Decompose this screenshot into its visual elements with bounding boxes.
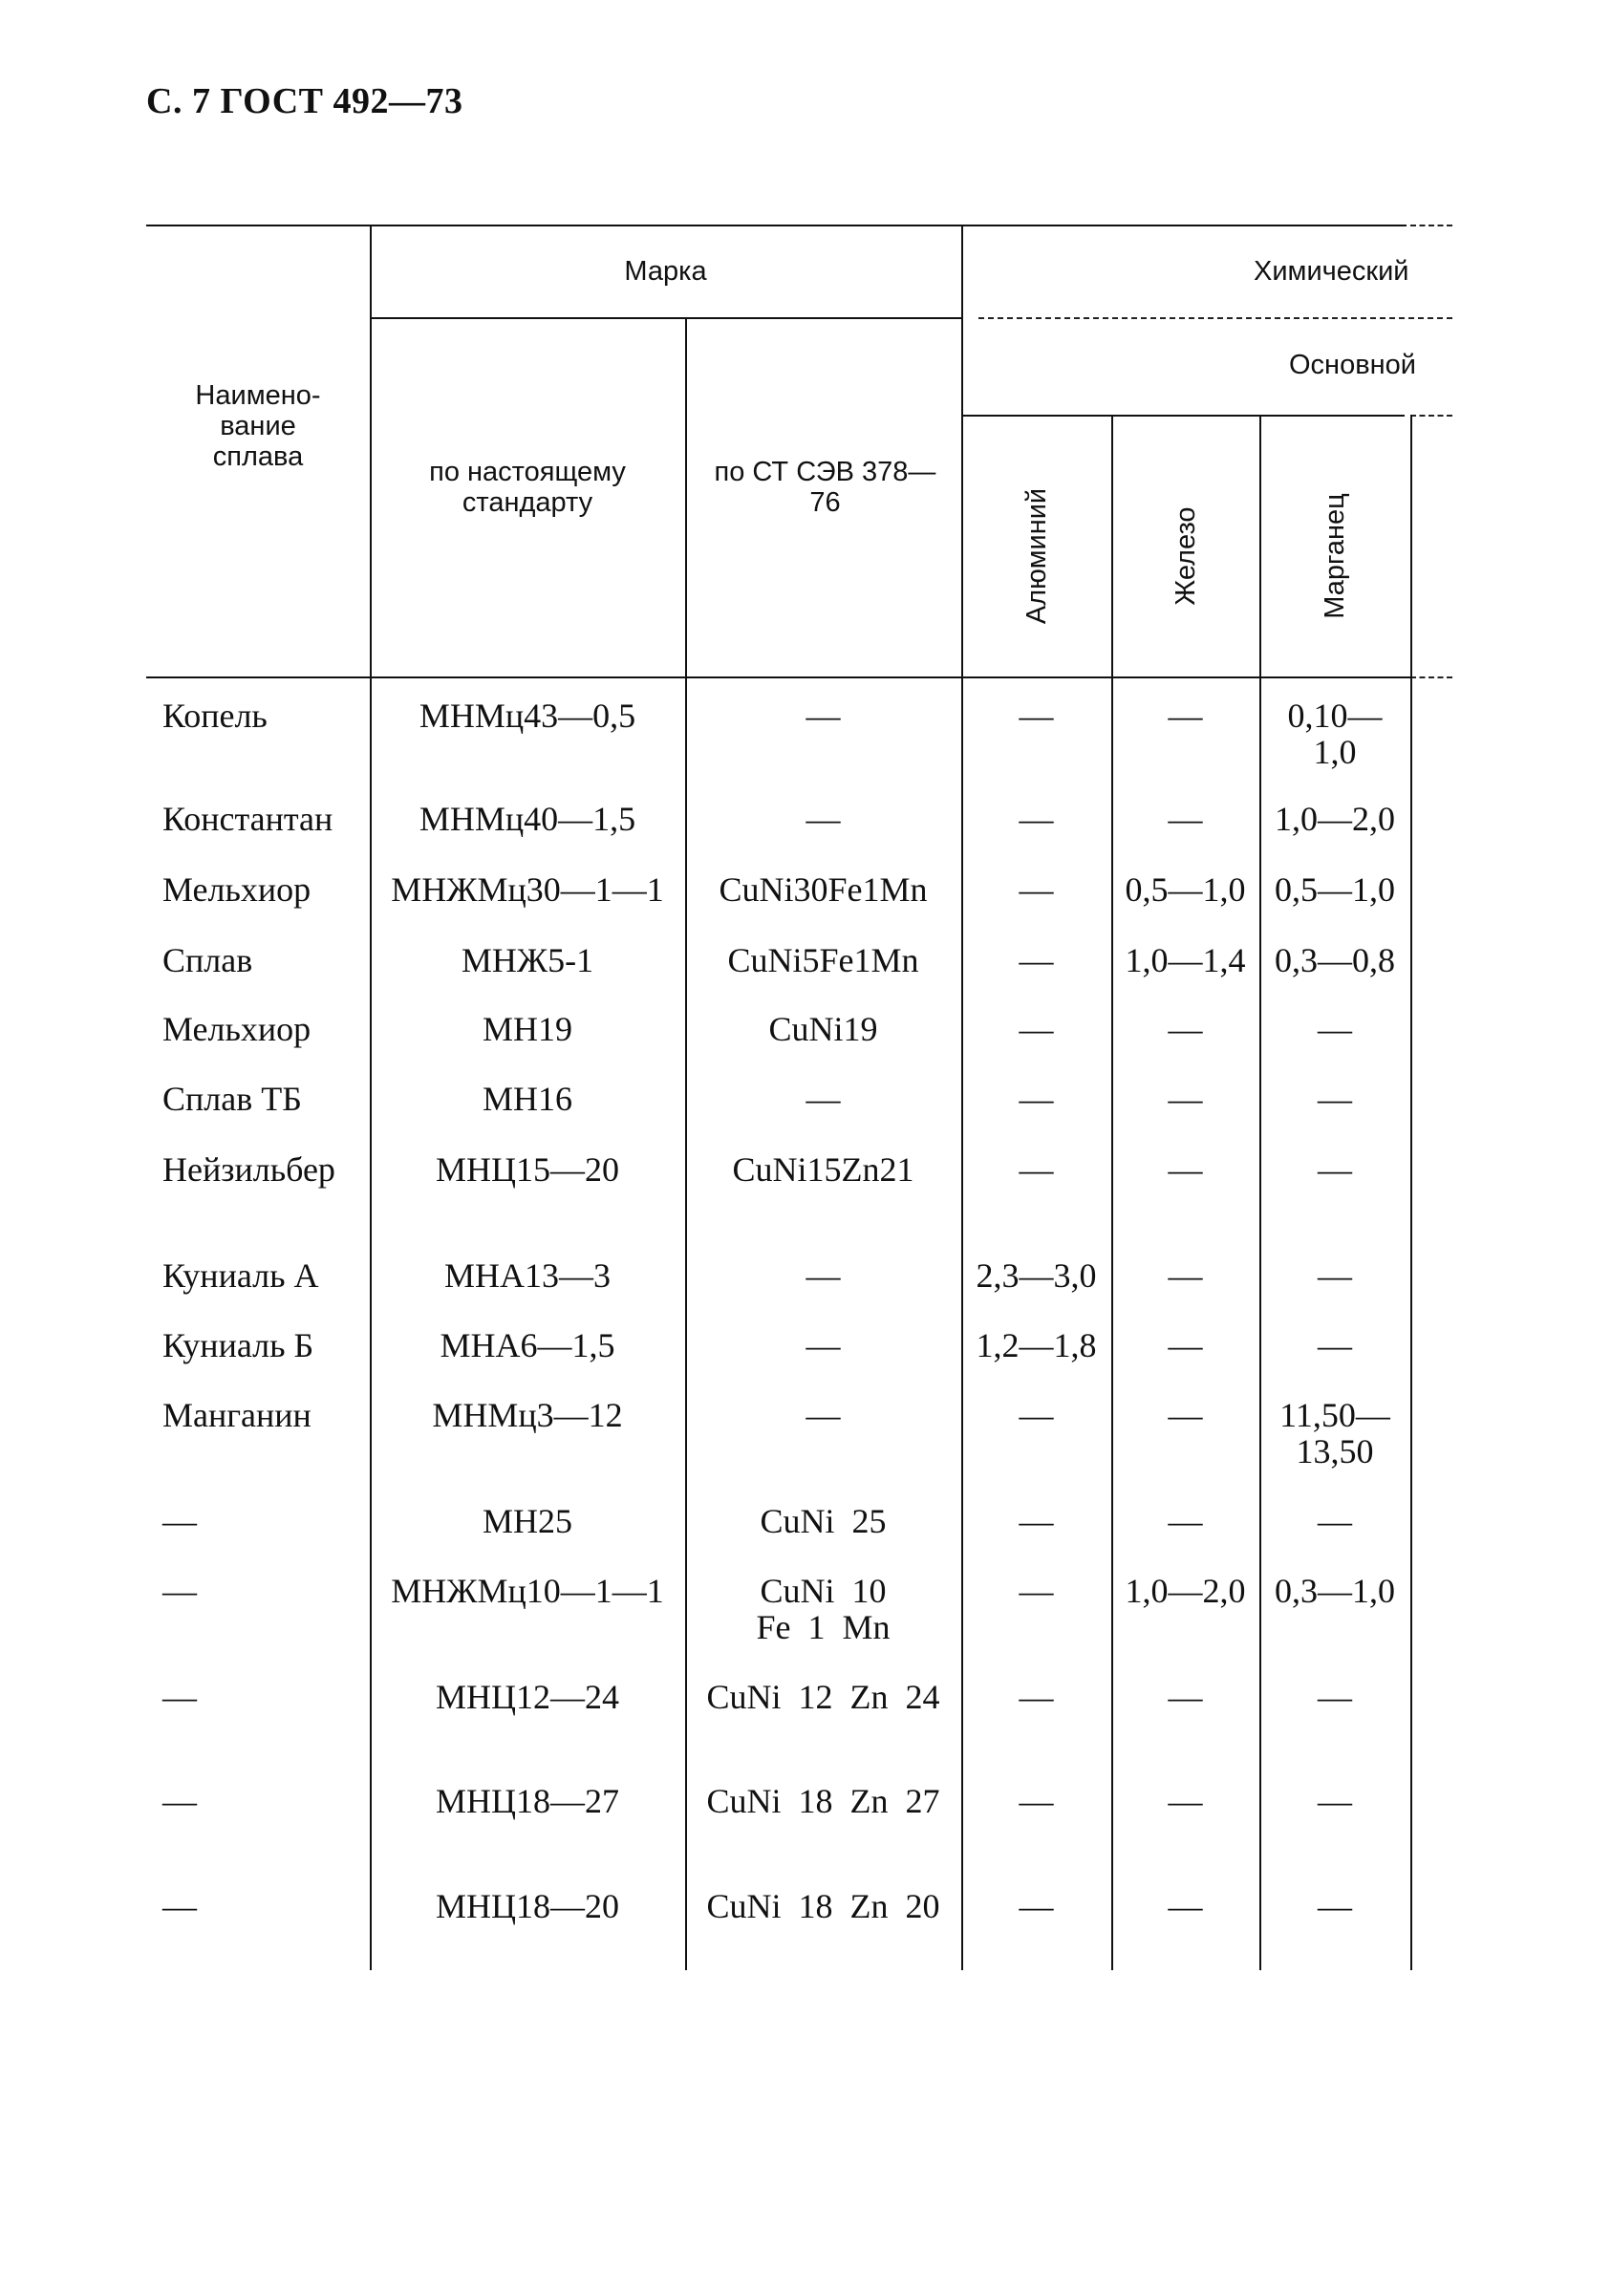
table-cell-mn: — [1318,1782,1352,1820]
header-bottom-rule [146,676,1410,678]
header-chem: Химический [1254,256,1409,287]
table-cell-al: — [1019,870,1054,909]
table-cell-mn: — [1318,1010,1352,1048]
col-divider-grade [685,317,687,1970]
table-cell-mn: — [1318,1326,1352,1364]
header-bottom-rule-dashed [1410,676,1452,678]
header-marka: Марка [624,256,707,287]
header-marka-own: по настоящему стандарту [429,457,626,518]
header-osnovnoy: Основной [1289,350,1416,380]
table-cell-al: 2,3—3,0 [976,1256,1097,1295]
table-cell-grade: МНМц40—1,5 [419,800,636,838]
table-cell-fe: — [1168,1256,1203,1295]
table-cell-mn: — [1318,1080,1352,1118]
table-top-rule [146,225,1407,226]
table-cell-fe: — [1168,1080,1203,1118]
table-cell-mn: 0,3—1,0 [1275,1572,1395,1610]
table-cell-name: Копель [162,697,268,735]
table-cell-mn: 0,5—1,0 [1275,870,1395,909]
table-cell-grade: МНМц3—12 [432,1396,623,1434]
table-cell-name: Куниаль Б [162,1326,314,1364]
table-cell-al: — [1019,1782,1054,1820]
table-cell-sev: CuNi 10 Fe 1 Mn [756,1572,891,1646]
table-cell-name: Константан [162,800,333,838]
table-cell-name: Сплав ТБ [162,1080,302,1118]
table-cell-name: Манганин [162,1396,311,1434]
table-cell-fe: — [1168,697,1203,735]
table-cell-sev: CuNi 25 [760,1502,887,1540]
table-cell-fe: — [1168,1782,1203,1820]
table-cell-name: — [162,1572,197,1610]
table-cell-al: — [1019,1150,1054,1189]
header-manganese: Марганец [1320,493,1350,619]
table-cell-sev: CuNi 12 Zn 24 [706,1678,940,1716]
table-cell-grade: МНЖ5-1 [461,941,594,979]
header-iron: Железо [1170,506,1201,606]
table-cell-grade: МНА13—3 [443,1256,611,1295]
table-cell-fe: — [1168,1150,1203,1189]
table-cell-mn: 11,50— 13,50 [1279,1396,1390,1470]
col-divider-mn [1410,415,1412,1970]
table-cell-grade: МНЦ18—20 [435,1887,619,1925]
table-cell-sev: — [806,1256,841,1295]
table-cell-mn: 0,10— 1,0 [1287,697,1383,771]
table-cell-name: — [162,1782,197,1820]
header-marka-sev: по СТ СЭВ 378— 76 [714,457,936,518]
chem-sub-rule [978,317,1452,319]
table-cell-sev: CuNi5Fe1Mn [727,941,919,979]
page-header: С. 7 ГОСТ 492—73 [146,81,463,121]
table-cell-fe: 1,0—2,0 [1125,1572,1246,1610]
table-cell-mn: — [1318,1502,1352,1540]
osnovnoy-sub-rule-dashed [1410,415,1452,417]
table-cell-fe: — [1168,1887,1203,1925]
table-cell-grade: МНЦ15—20 [435,1150,619,1189]
table-cell-grade: МНА6—1,5 [440,1326,615,1364]
table-cell-sev: CuNi 18 Zn 20 [706,1887,940,1925]
table-cell-name: Нейзильбер [162,1150,335,1189]
table-cell-al: — [1019,697,1054,735]
marka-sub-rule [370,317,961,319]
table-cell-grade: МНЖМц10—1—1 [391,1572,664,1610]
table-cell-al: — [1019,1396,1054,1434]
table-cell-name: Куниаль А [162,1256,319,1295]
table-cell-al: — [1019,1572,1054,1610]
table-cell-al: — [1019,1080,1054,1118]
table-cell-al: — [1019,1887,1054,1925]
table-cell-al: — [1019,800,1054,838]
table-cell-grade: МНЖМц30—1—1 [391,870,664,909]
table-cell-name: Сплав [162,941,253,979]
col-divider-al [1111,415,1113,1970]
table-cell-name: Мельхиор [162,870,311,909]
table-cell-fe: — [1168,1326,1203,1364]
table-cell-grade: МН16 [482,1080,572,1118]
table-cell-grade: МНЦ12—24 [435,1678,619,1716]
table-cell-mn: — [1318,1150,1352,1189]
table-cell-grade: МНЦ18—27 [435,1782,619,1820]
table-cell-sev: CuNi19 [768,1010,878,1048]
table-cell-mn: 1,0—2,0 [1275,800,1395,838]
table-cell-fe: 1,0—1,4 [1125,941,1246,979]
table-cell-name: — [162,1502,197,1540]
table-cell-sev: — [806,1396,841,1434]
table-cell-name: — [162,1887,197,1925]
table-cell-fe: — [1168,1396,1203,1434]
table-cell-sev: CuNi 18 Zn 27 [706,1782,940,1820]
header-aluminum: Алюминий [1020,487,1052,625]
table-cell-al: — [1019,941,1054,979]
table-cell-name: — [162,1678,197,1716]
col-divider-fe [1259,415,1261,1970]
table-cell-grade: МН19 [482,1010,572,1048]
table-cell-sev: — [806,697,841,735]
table-top-rule-dashed [1410,225,1452,226]
table-cell-name: Мельхиор [162,1010,311,1048]
table-cell-fe: — [1168,1502,1203,1540]
table-cell-grade: МНМц43—0,5 [419,697,636,735]
osnovnoy-sub-rule [961,415,1405,417]
table-cell-sev: — [806,1326,841,1364]
table-cell-sev: — [806,800,841,838]
table-cell-sev: — [806,1080,841,1118]
table-cell-mn: 0,3—0,8 [1275,941,1395,979]
table-cell-sev: CuNi30Fe1Mn [719,870,928,909]
header-name: Наимено- вание сплава [195,380,321,472]
table-cell-grade: МН25 [482,1502,572,1540]
table-cell-sev: CuNi15Zn21 [732,1150,914,1189]
table-cell-fe: — [1168,1678,1203,1716]
table-cell-mn: — [1318,1887,1352,1925]
table-cell-al: — [1019,1678,1054,1716]
table-cell-fe: 0,5—1,0 [1125,870,1246,909]
table-cell-fe: — [1168,1010,1203,1048]
table-cell-fe: — [1168,800,1203,838]
table-cell-al: — [1019,1502,1054,1540]
table-cell-mn: — [1318,1256,1352,1295]
table-cell-mn: — [1318,1678,1352,1716]
table-cell-al: — [1019,1010,1054,1048]
table-cell-al: 1,2—1,8 [976,1326,1097,1364]
